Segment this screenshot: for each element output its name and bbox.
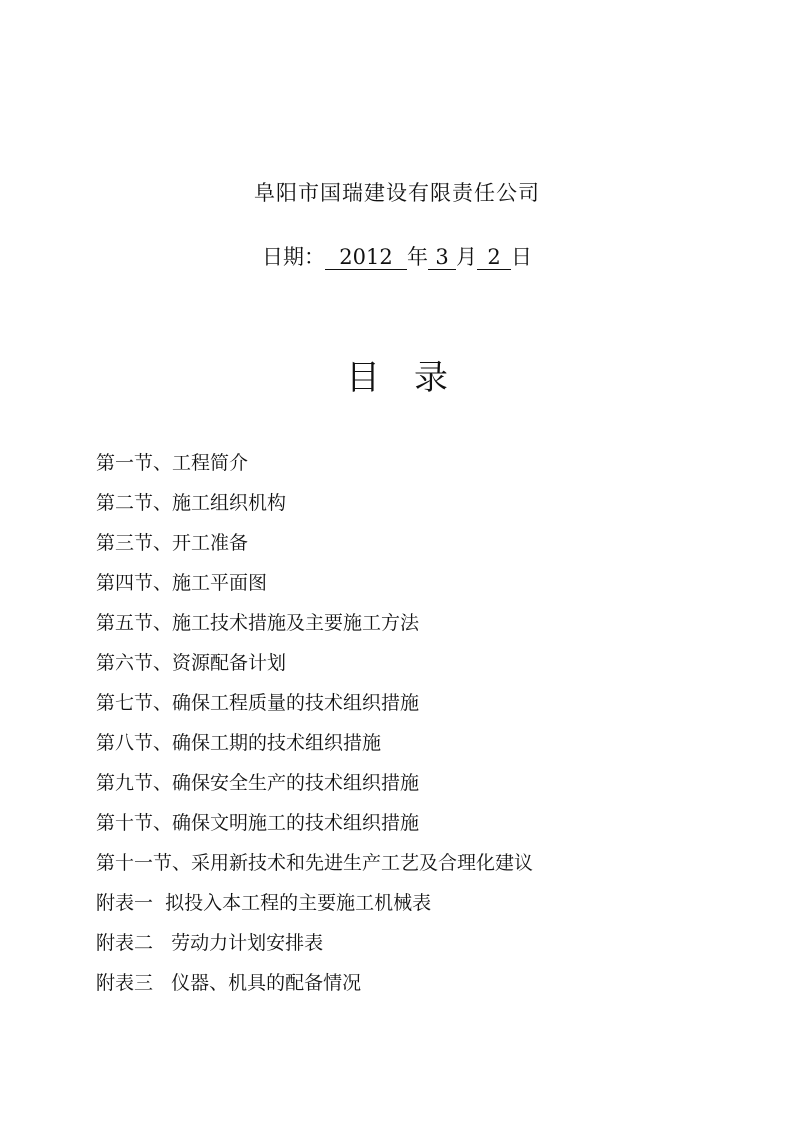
toc-item: 第四节、施工平面图 — [96, 572, 268, 594]
toc-item: 第八节、确保工期的技术组织措施 — [96, 732, 382, 754]
toc-item: 第十一节、采用新技术和先进生产工艺及合理化建议 — [96, 852, 534, 874]
toc-item: 附表三 仪器、机具的配备情况 — [96, 972, 362, 994]
company-name: 阜阳市国瑞建设有限责任公司 — [254, 181, 540, 205]
table-of-contents — [96, 447, 776, 1007]
toc-item: 第七节、确保工程质量的技术组织措施 — [96, 692, 420, 714]
date-month: 3 — [428, 245, 456, 270]
date-year-unit: 年 — [407, 245, 428, 269]
toc-item: 第五节、施工技术措施及主要施工方法 — [96, 612, 420, 634]
toc-item: 第九节、确保安全生产的技术组织措施 — [96, 772, 420, 794]
toc-item: 附表一 拟投入本工程的主要施工机械表 — [96, 892, 432, 914]
date-year: 2012 — [325, 245, 407, 270]
toc-item: 第一节、工程简介 — [96, 452, 249, 474]
date-day-unit: 日 — [511, 245, 532, 269]
toc-item: 第十节、确保文明施工的技术组织措施 — [96, 812, 420, 834]
toc-item: 附表二 劳动力计划安排表 — [96, 932, 324, 954]
date-label: 日期： — [262, 245, 325, 269]
date-line — [0, 242, 794, 272]
toc-item: 第二节、施工组织机构 — [96, 492, 287, 514]
date-day: 2 — [477, 245, 511, 270]
toc-item: 第三节、开工准备 — [96, 532, 249, 554]
toc-item: 第六节、资源配备计划 — [96, 652, 287, 674]
toc-title: 目录 — [346, 358, 482, 398]
date-month-unit: 月 — [456, 245, 477, 269]
